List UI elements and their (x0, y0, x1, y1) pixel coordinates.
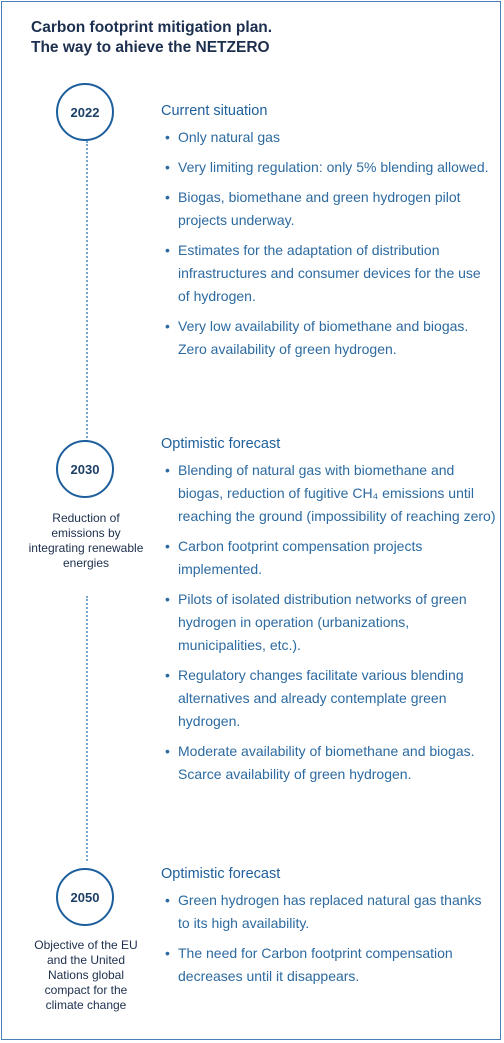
bullet-icon: • (165, 159, 170, 175)
year-label: 2030 (70, 461, 100, 477)
milestone-caption-2050: Objective of the EU and the United Nations global compact for the climate change (34, 938, 138, 1012)
list-item (161, 588, 496, 657)
list-item-text: Moderate availability of biomethane and biogas. Scarce availability of green hydrogen. (178, 743, 475, 782)
page-title (31, 18, 491, 58)
milestone-section-2050 (161, 864, 496, 995)
list-item (161, 315, 496, 361)
list-item-text: Estimates for the adaptation of distribution infrastructures and consumer devices for the use of hydrogen. (178, 242, 481, 304)
year-circle-2030 (56, 440, 114, 498)
title-line-2: The way to ahieve the NETZERO (31, 39, 270, 56)
list-item-text: Only natural gas (178, 129, 280, 145)
year-label: 2022 (70, 104, 100, 120)
bullet-icon: • (165, 945, 170, 961)
list-item (161, 239, 496, 308)
list-item (161, 889, 496, 935)
list-item (161, 186, 496, 232)
timeline-connector (86, 141, 88, 461)
bullet-icon: • (165, 538, 170, 554)
list-item-text: Very low availability of biomethane and biogas. Zero availability of green hydrogen. (178, 318, 469, 357)
list-item (161, 535, 496, 581)
section-heading: Optimistic forecast (161, 436, 281, 452)
year-circle-2050 (56, 868, 114, 926)
bullet-icon: • (165, 892, 170, 908)
list-item-text: Regulatory changes facilitate various blending alternatives and already contemplate green hydrogen. (178, 667, 464, 729)
bullet-icon: • (165, 242, 170, 258)
list-item (161, 156, 496, 179)
list-item (161, 126, 496, 149)
bullet-icon: • (165, 129, 170, 145)
list-item-text: Very limiting regulation: only 5% blending allowed. (178, 159, 489, 175)
list-item (161, 459, 496, 528)
bullet-icon: • (165, 591, 170, 607)
milestone-caption-2030: Reduction of emissions by integrating renewable energies (28, 511, 144, 570)
timeline-connector (86, 596, 88, 861)
list-item-text: Blending of natural gas with biomethane and biogas, reduction of fugitive CH₄ emissions until reaching the ground (impossibility of reaching zero) (178, 462, 496, 524)
list-item (161, 740, 496, 786)
bullet-list (161, 889, 496, 988)
list-item-text: Pilots of isolated distribution networks of green hydrogen in operation (urbanizations, municipalities, etc.). (178, 591, 467, 653)
bullet-icon: • (165, 667, 170, 683)
list-item (161, 942, 496, 988)
section-heading: Optimistic forecast (161, 866, 281, 882)
bullet-icon: • (165, 743, 170, 759)
list-item-text: Carbon footprint compensation projects implemented. (178, 538, 423, 577)
list-item (161, 664, 496, 733)
list-item-text: Green hydrogen has replaced natural gas thanks to its high availability. (178, 892, 482, 931)
year-circle-2022 (56, 83, 114, 141)
milestone-section-2022 (161, 101, 496, 368)
bullet-icon: • (165, 318, 170, 334)
bullet-list (161, 126, 496, 361)
bullet-list (161, 459, 496, 786)
title-line-1: Carbon footprint mitigation plan. (31, 19, 273, 36)
bullet-icon: • (165, 462, 170, 478)
year-label: 2050 (70, 889, 100, 905)
bullet-icon: • (165, 189, 170, 205)
list-item-text: The need for Carbon footprint compensation decreases until it disappears. (178, 945, 453, 984)
section-heading: Current situation (161, 103, 268, 119)
milestone-section-2030 (161, 434, 496, 793)
list-item-text: Biogas, biomethane and green hydrogen pilot projects underway. (178, 189, 461, 228)
